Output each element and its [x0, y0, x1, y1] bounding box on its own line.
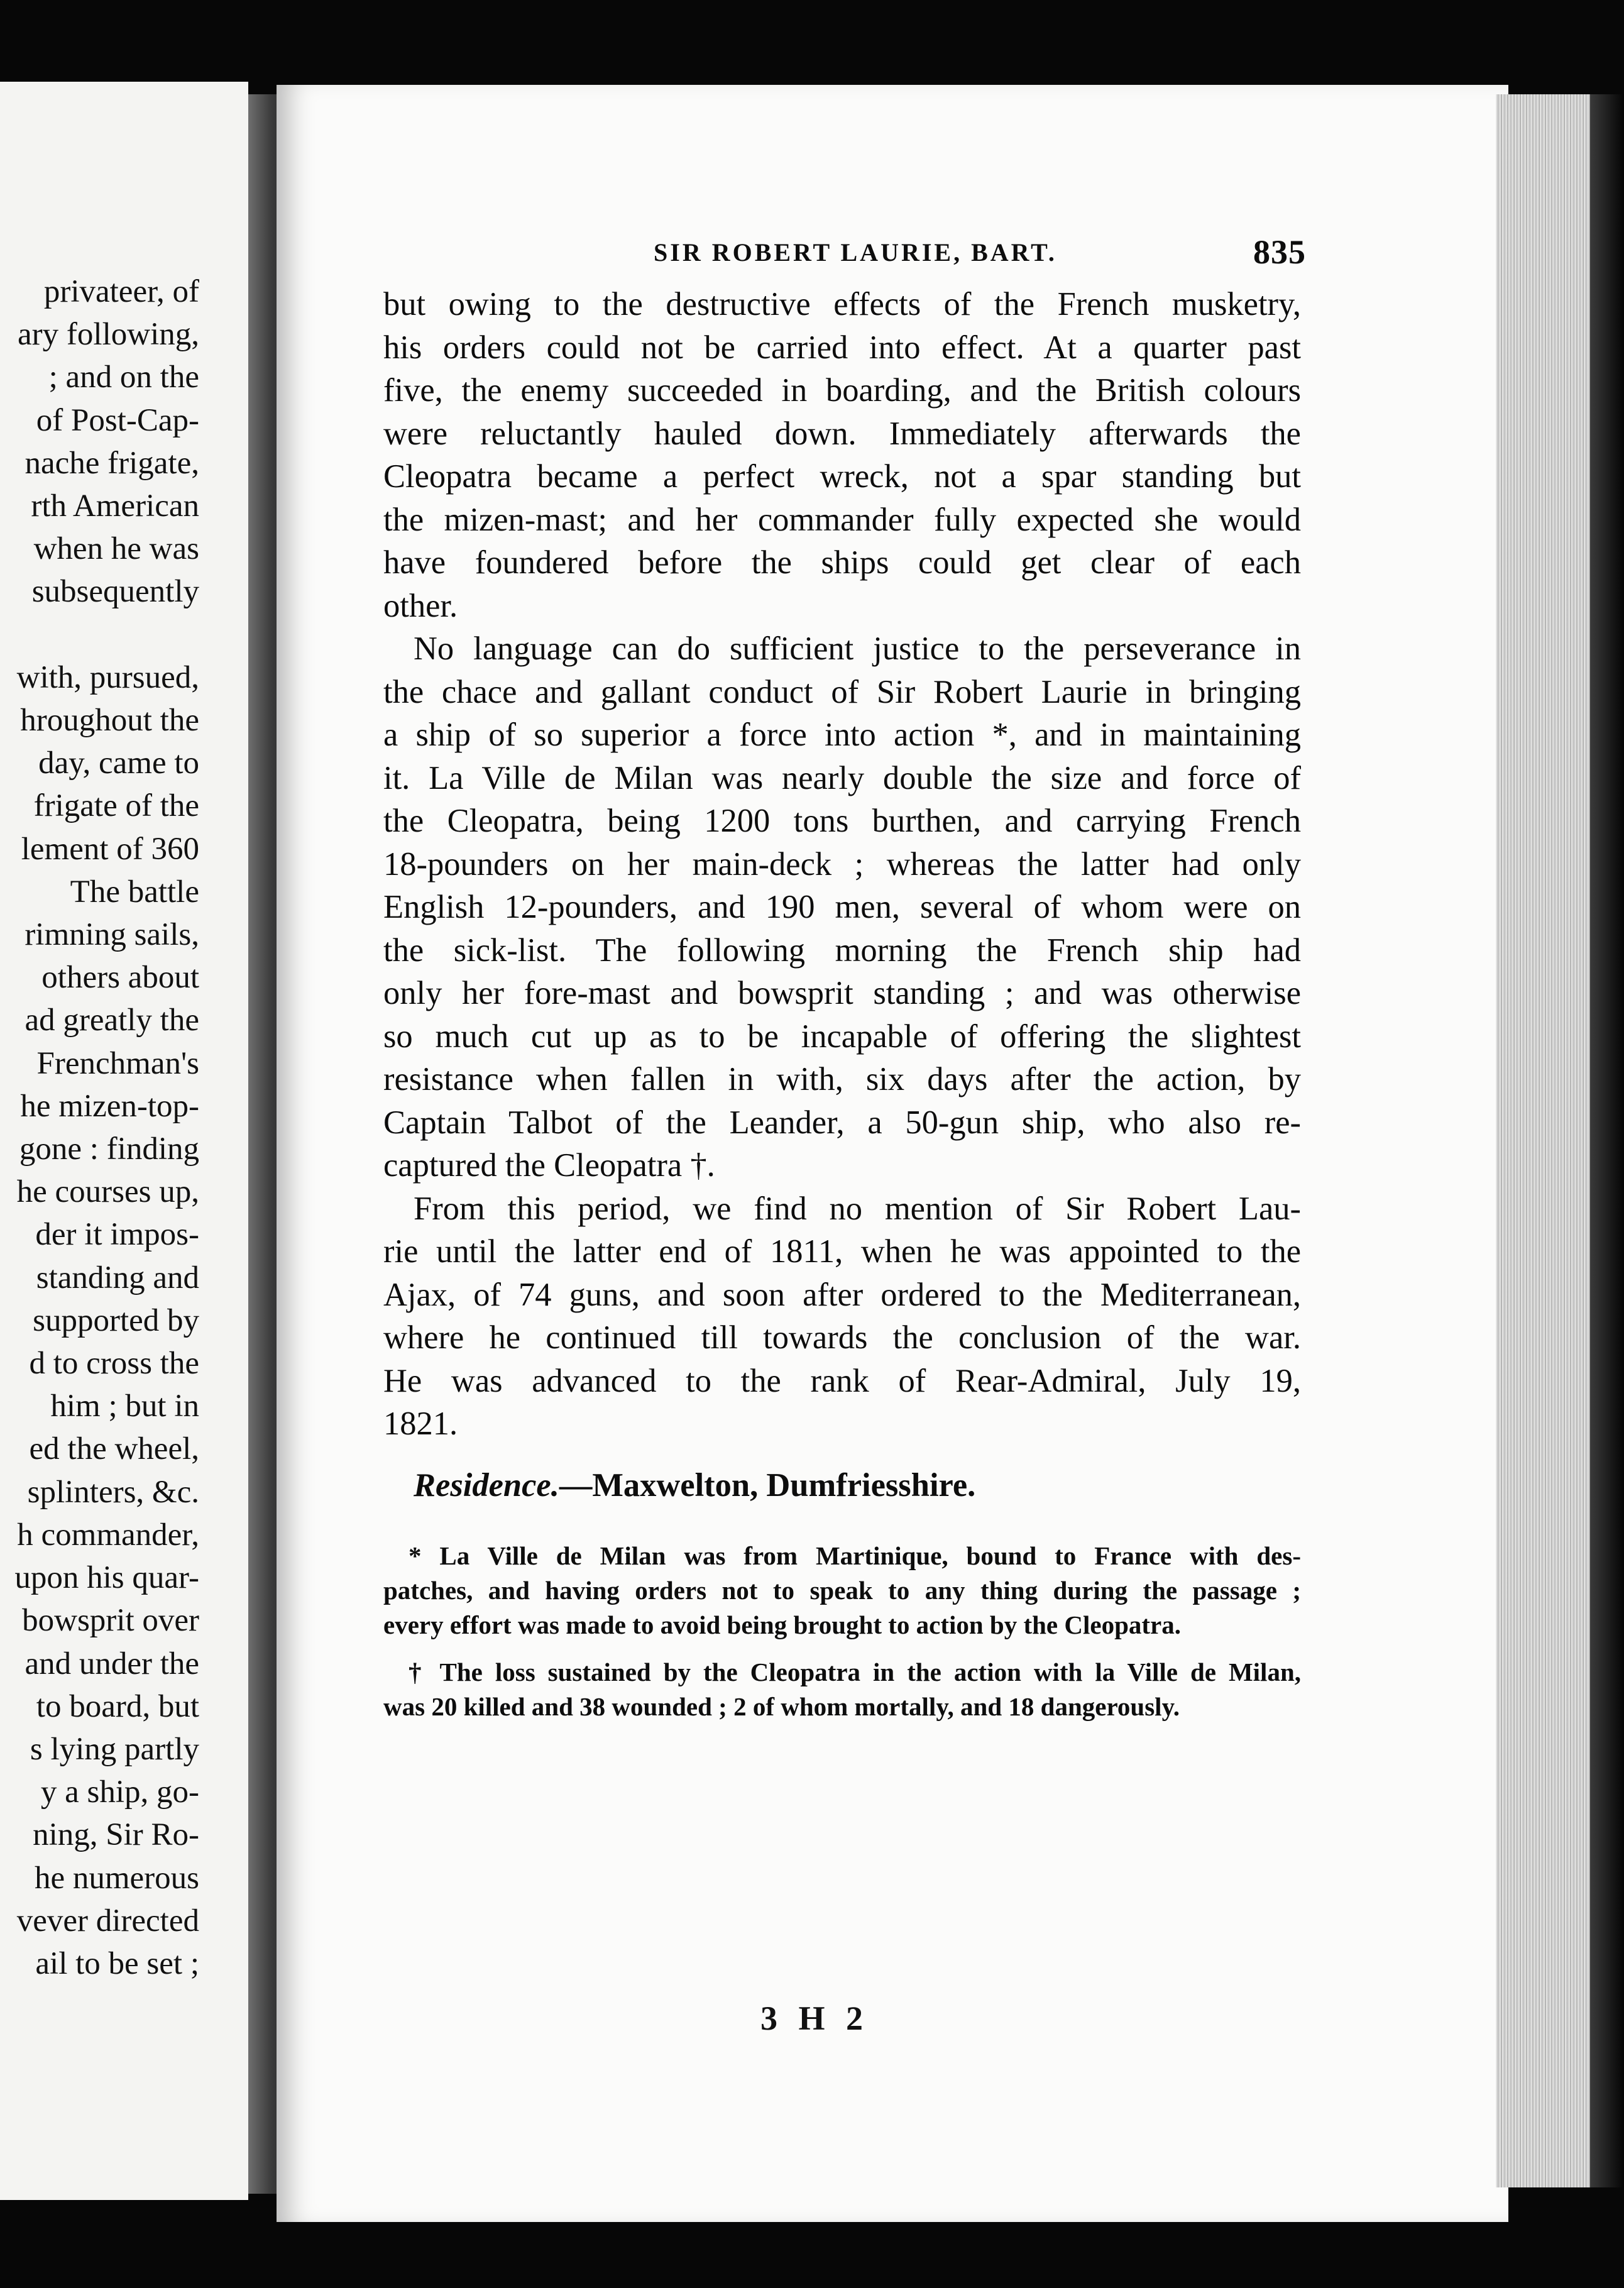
left-page-line: subsequently — [31, 574, 199, 610]
left-page-line: ail to be set ; — [35, 1945, 199, 1981]
text-line: No language can do sufficient justice to the perseverance in — [414, 630, 1301, 667]
text-line: 1821. — [383, 1405, 458, 1442]
footnotes — [383, 1539, 1301, 1724]
left-page-line: others about — [41, 960, 199, 996]
text-line: Captain Talbot of the Leander, a 50-gun ship, who also re- — [383, 1104, 1301, 1141]
left-page-line: ad greatly the — [25, 1003, 199, 1038]
left-page-line: with, pursued, — [16, 659, 199, 695]
footnote-line: patches, and having orders not to speak to any thing during the passage ; — [383, 1575, 1301, 1605]
left-page-line: rimning sails, — [25, 917, 199, 953]
left-page-line: ning, Sir Ro- — [33, 1817, 199, 1853]
text-line: so much cut up as to be incapable of offering the slightest — [383, 1018, 1301, 1055]
running-head — [383, 233, 1306, 283]
left-page-line: d to cross the — [29, 1346, 199, 1382]
text-line: Cleopatra became a perfect wreck, not a spar standing but — [383, 458, 1301, 495]
footnote-1 — [383, 1539, 1301, 1642]
text-line: resistance when fallen in with, six days after the action, by — [383, 1061, 1301, 1097]
text-line: He was advanced to the rank of Rear-Admiral, July 19, — [383, 1362, 1301, 1399]
left-page-line: The battle — [70, 874, 199, 910]
footnote-line: every effort was made to avoid being brought to action by the Cleopatra. — [383, 1610, 1181, 1639]
text-line: only her fore-mast and bowsprit standing ; and was otherwise — [383, 975, 1301, 1011]
signature-mark: 3 H 2 — [760, 1999, 870, 2037]
residence-value: —Maxwelton, Dumfriesshire. — [559, 1466, 976, 1504]
text-line: the Cleopatra, being 1200 tons burthen, and carrying French — [383, 803, 1301, 839]
left-page-line: der it impos- — [35, 1217, 199, 1253]
text-line: his orders could not be carried into effect. At a quarter past — [383, 329, 1301, 366]
paragraph-1 — [383, 283, 1301, 627]
left-page-line: ; and on the — [48, 360, 199, 395]
text-line: the sick-list. The following morning the French ship had — [383, 932, 1301, 969]
left-page-line: hroughout the — [20, 703, 199, 739]
left-page-line: when he was — [33, 531, 199, 567]
footnote-line: * La Ville de Milan was from Martinique, bound to France with des- — [409, 1541, 1301, 1570]
left-page-line — [0, 613, 199, 656]
left-page-line: he numerous — [34, 1860, 199, 1896]
left-page-line: rth American — [31, 488, 199, 524]
page-edges — [1496, 94, 1590, 2187]
paragraph-3 — [383, 1187, 1301, 1446]
text-line: captured the Cleopatra †. — [383, 1147, 715, 1184]
left-page-line: gone : finding — [19, 1131, 199, 1167]
text-line: other. — [383, 587, 458, 624]
footnote-line: † The loss sustained by the Cleopatra in the action with la Ville de Milan, — [409, 1657, 1301, 1686]
left-page-line: supported by — [33, 1302, 199, 1338]
text-line: were reluctantly hauled down. Immediately afterwards the — [383, 415, 1301, 452]
left-page-line: to board, but — [36, 1688, 199, 1724]
page-number: 835 — [1253, 233, 1306, 271]
left-page-line: ed the wheel, — [29, 1431, 199, 1467]
left-page-line: upon his quar- — [14, 1560, 199, 1596]
text-line: rie until the latter end of 1811, when he was appointed to the — [383, 1233, 1301, 1270]
residence-line — [383, 1463, 1301, 1507]
left-page-line: ary following, — [18, 317, 199, 353]
running-head-title: SIR ROBERT LAURIE, BART. — [654, 238, 1057, 267]
text-line: but owing to the destructive effects of the French musketry, — [383, 286, 1301, 322]
page-content — [383, 233, 1306, 1737]
text-line: the mizen-mast; and her commander fully expected she would — [383, 501, 1301, 538]
text-line: five, the enemy succeeded in boarding, and the British colours — [383, 372, 1301, 409]
text-line: 18-pounders on her main-deck ; whereas the latter had only — [383, 845, 1301, 883]
left-page — [0, 82, 248, 2200]
body-text — [383, 283, 1301, 1446]
left-page-line: lement of 360 — [21, 831, 199, 867]
left-page-line: privateer, of — [43, 274, 199, 309]
footnote-2 — [383, 1655, 1301, 1724]
text-line: have foundered before the ships could get clear of each — [383, 544, 1301, 581]
text-line: it. La Ville de Milan was nearly double the size and force of — [383, 759, 1301, 796]
text-line: a ship of so superior a force into action *, and in maintaining — [383, 717, 1301, 753]
left-page-line: of Post-Cap- — [36, 402, 199, 438]
left-page-line: y a ship, go- — [40, 1774, 199, 1810]
left-page-line: nache frigate, — [25, 445, 199, 481]
left-page-line: splinters, &c. — [27, 1474, 199, 1510]
left-page-line: bowsprit over — [22, 1603, 199, 1639]
footnote-line: was 20 killed and 38 wounded ; 2 of whom mortally, and 18 dangerously. — [383, 1691, 1180, 1721]
left-page-line: day, came to — [38, 745, 199, 781]
page-edges-shadow — [1590, 94, 1624, 2187]
paragraph-2 — [383, 627, 1301, 1187]
residence-label: Residence. — [414, 1466, 559, 1504]
left-page-line: vever directed — [16, 1903, 199, 1939]
text-line: From this period, we find no mention of Sir Robert Lau- — [414, 1190, 1301, 1227]
left-page-line: Frenchman's — [36, 1045, 199, 1081]
text-line: English 12-pounders, and 190 men, several of whom were on — [383, 889, 1301, 925]
left-page-line: s lying partly — [30, 1731, 199, 1767]
left-page-line: he mizen-top- — [20, 1088, 199, 1124]
left-page-text — [0, 270, 199, 1985]
text-line: the chace and gallant conduct of Sir Robert Laurie in bringing — [383, 673, 1301, 710]
left-page-line: and under the — [25, 1646, 199, 1681]
text-line: Ajax, of 74 guns, and soon after ordered to the Mediterranean, — [383, 1276, 1301, 1313]
left-page-line: h commander, — [17, 1517, 199, 1553]
left-page-line: standing and — [36, 1260, 199, 1295]
left-page-line: he courses up, — [16, 1174, 199, 1210]
left-page-line: frigate of the — [33, 788, 199, 824]
left-page-line: him ; but in — [50, 1389, 199, 1424]
text-line: where he continued till towards the conclusion of the war. — [383, 1319, 1301, 1356]
